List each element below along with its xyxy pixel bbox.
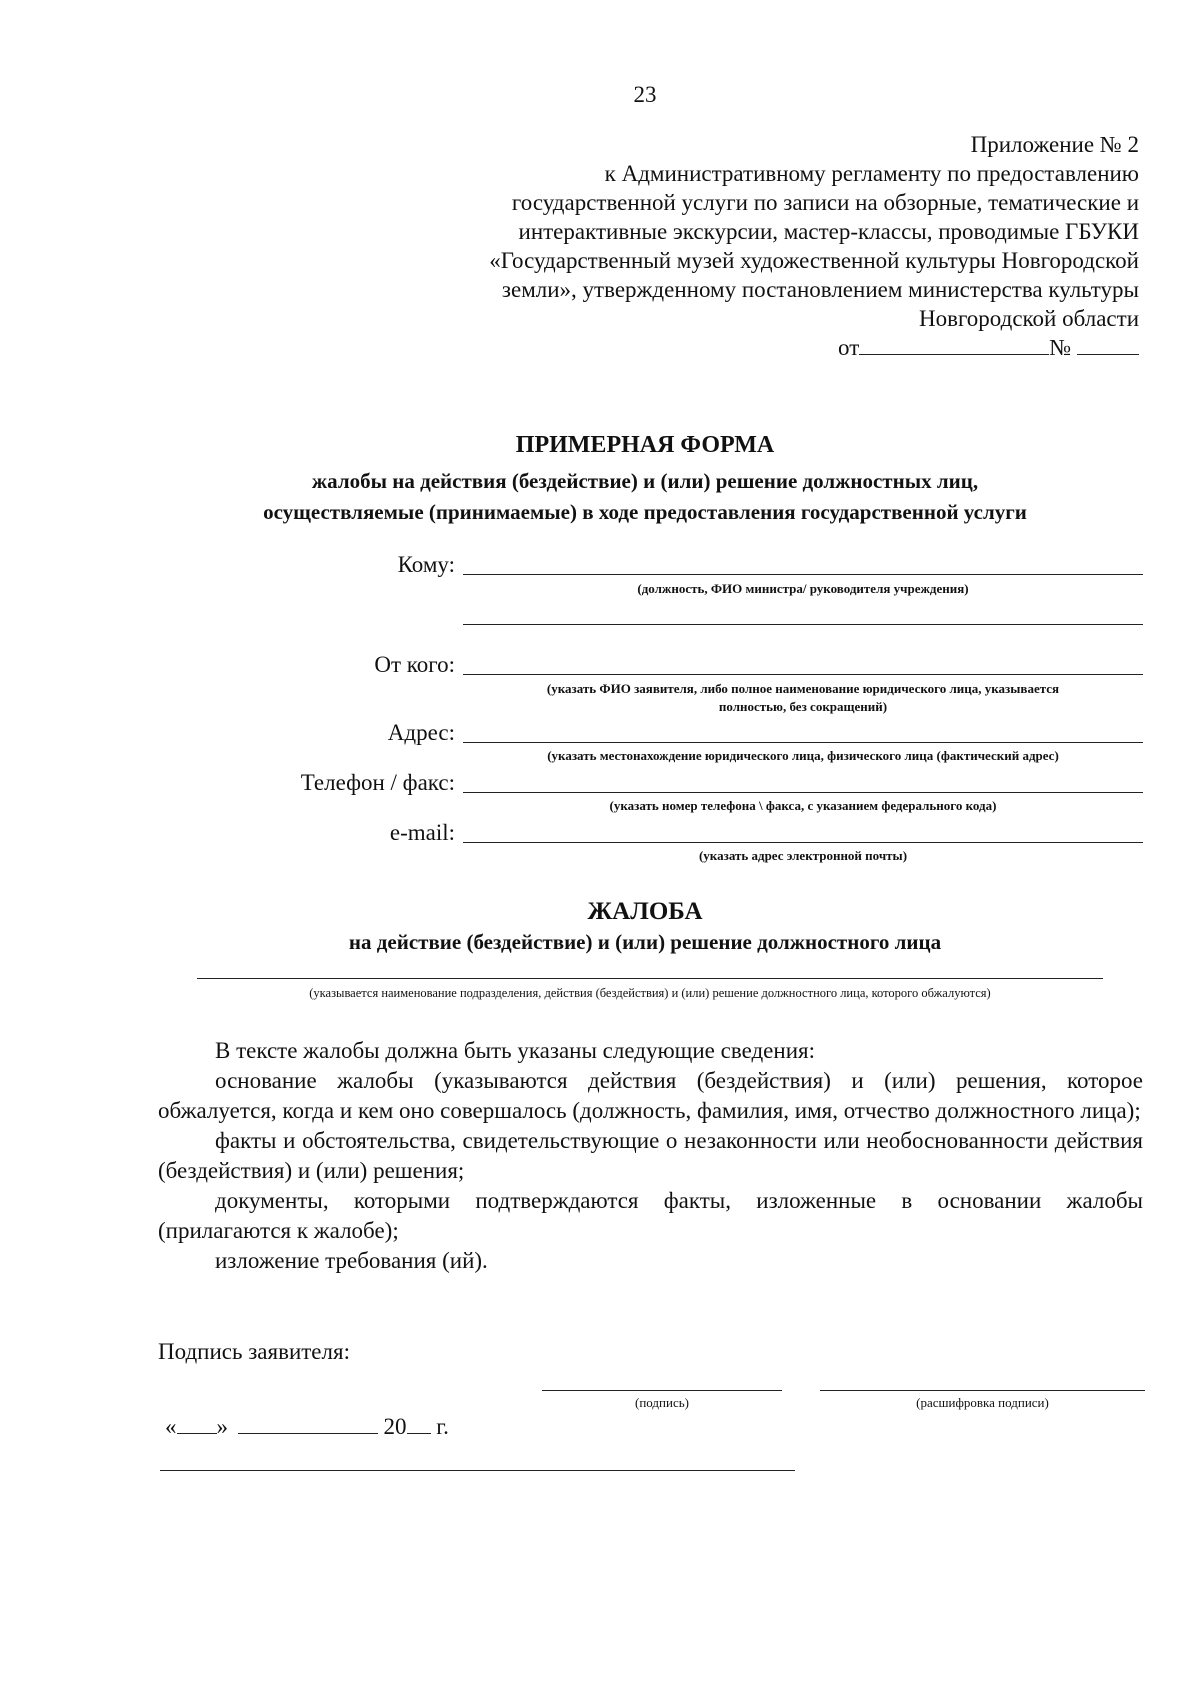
form-subtitle-line: жалобы на действия (бездействие) и (или) решение должностных лиц, [311, 469, 979, 493]
signature-line[interactable] [542, 1390, 782, 1391]
from-hint-line: (указать ФИО заявителя, либо полное наименование юридического лица, указывается [546, 681, 1060, 696]
transcript-line[interactable] [820, 1390, 1145, 1391]
form-title: ПРИМЕРНАЯ ФОРМА [515, 432, 775, 458]
appendix-line: интерактивные экскурсии, мастер-классы, проводимые ГБУКИ [518, 219, 1139, 244]
body-paragraph: документы, которыми подтверждаются факты, изложенные в основании жалобы (прилагаются к жалобе); [158, 1188, 1143, 1243]
complaint-subject-line[interactable] [197, 978, 1103, 979]
from-hint [463, 680, 1143, 716]
month-blank[interactable] [238, 1433, 378, 1434]
phone-hint: (указать номер телефона \ факса, с указанием федерального кода) [609, 798, 997, 813]
signature-label: Подпись заявителя: [158, 1339, 350, 1364]
email-hint: (указать адрес электронной почты) [698, 848, 908, 863]
to-line[interactable] [463, 574, 1143, 575]
appendix-header [379, 130, 1139, 362]
date-blank[interactable] [859, 354, 1049, 355]
email-label: e-mail: [389, 820, 455, 845]
date-close-quote: » [216, 1414, 228, 1439]
appendix-line: «Государственный музей художественной культуры Новгородской [489, 248, 1139, 273]
from-label: От кого: [374, 652, 455, 677]
body-paragraph: основание жалобы (указываются действия (бездействия) и (или) решения, которое обжалуется, когда и кем оно совершалось (должность, фамилия, имя, отчество должностного лица); [158, 1068, 1143, 1123]
year-prefix: 20 [383, 1414, 407, 1439]
complaint-subtitle: на действие (бездействие) и (или) решение должностного лица [348, 930, 942, 954]
body-paragraph: факты и обстоятельства, свидетельствующие о незаконности или необоснованности действия (бездействия) и (или) решения; [158, 1128, 1143, 1183]
year-blank[interactable] [407, 1433, 431, 1434]
email-line[interactable] [463, 842, 1143, 843]
form-subtitle [0, 466, 1200, 528]
from-line[interactable] [463, 674, 1143, 675]
complaint-subject-hint: (указывается наименование подразделения, действия (бездействия) и (или) решение должностного лица, которого обжалуются) [309, 986, 991, 1000]
appendix-line: к Административному регламенту по предоставлению [604, 161, 1139, 186]
address-line[interactable] [463, 742, 1143, 743]
number-label: № [1049, 335, 1072, 360]
signature-hint: (подпись) [635, 1395, 689, 1410]
year-suffix: г. [436, 1414, 449, 1439]
phone-label: Телефон / факс: [300, 770, 455, 795]
date-row [165, 1414, 449, 1440]
to-hint: (должность, ФИО министра/ руководителя учреждения) [637, 581, 969, 596]
date-open-quote: « [165, 1414, 177, 1439]
complaint-heading: ЖАЛОБА [587, 898, 703, 925]
phone-line[interactable] [463, 792, 1143, 793]
complaint-body [158, 1036, 1143, 1276]
day-blank[interactable] [177, 1433, 217, 1434]
appendix-line: Приложение № 2 [970, 132, 1139, 157]
bottom-line [160, 1470, 795, 1471]
from-label: от [838, 335, 860, 360]
from-hint-line: полностью, без сокращений) [718, 699, 888, 714]
to-line-2[interactable] [463, 624, 1143, 625]
transcript-hint: (расшифровка подписи) [916, 1395, 1049, 1410]
to-label: Кому: [397, 552, 455, 577]
form-subtitle-line: осуществляемые (принимаемые) в ходе предоставления государственной услуги [263, 500, 1027, 524]
appendix-line: Новгородской области [918, 306, 1139, 331]
body-paragraph: изложение требования (ий). [215, 1248, 488, 1273]
appendix-line: государственной услуги по записи на обзорные, тематические и [511, 190, 1139, 215]
page-number: 23 [633, 82, 657, 107]
address-label: Адрес: [387, 720, 455, 745]
appendix-date-number [379, 333, 1139, 362]
address-hint: (указать местонахождение юридического лица, физического лица (фактический адрес) [547, 748, 1059, 763]
number-blank[interactable] [1077, 354, 1139, 355]
appendix-line: земли», утвержденному постановлением министерства культуры [501, 277, 1139, 302]
body-paragraph: В тексте жалобы должна быть указаны следующие сведения: [215, 1038, 815, 1063]
